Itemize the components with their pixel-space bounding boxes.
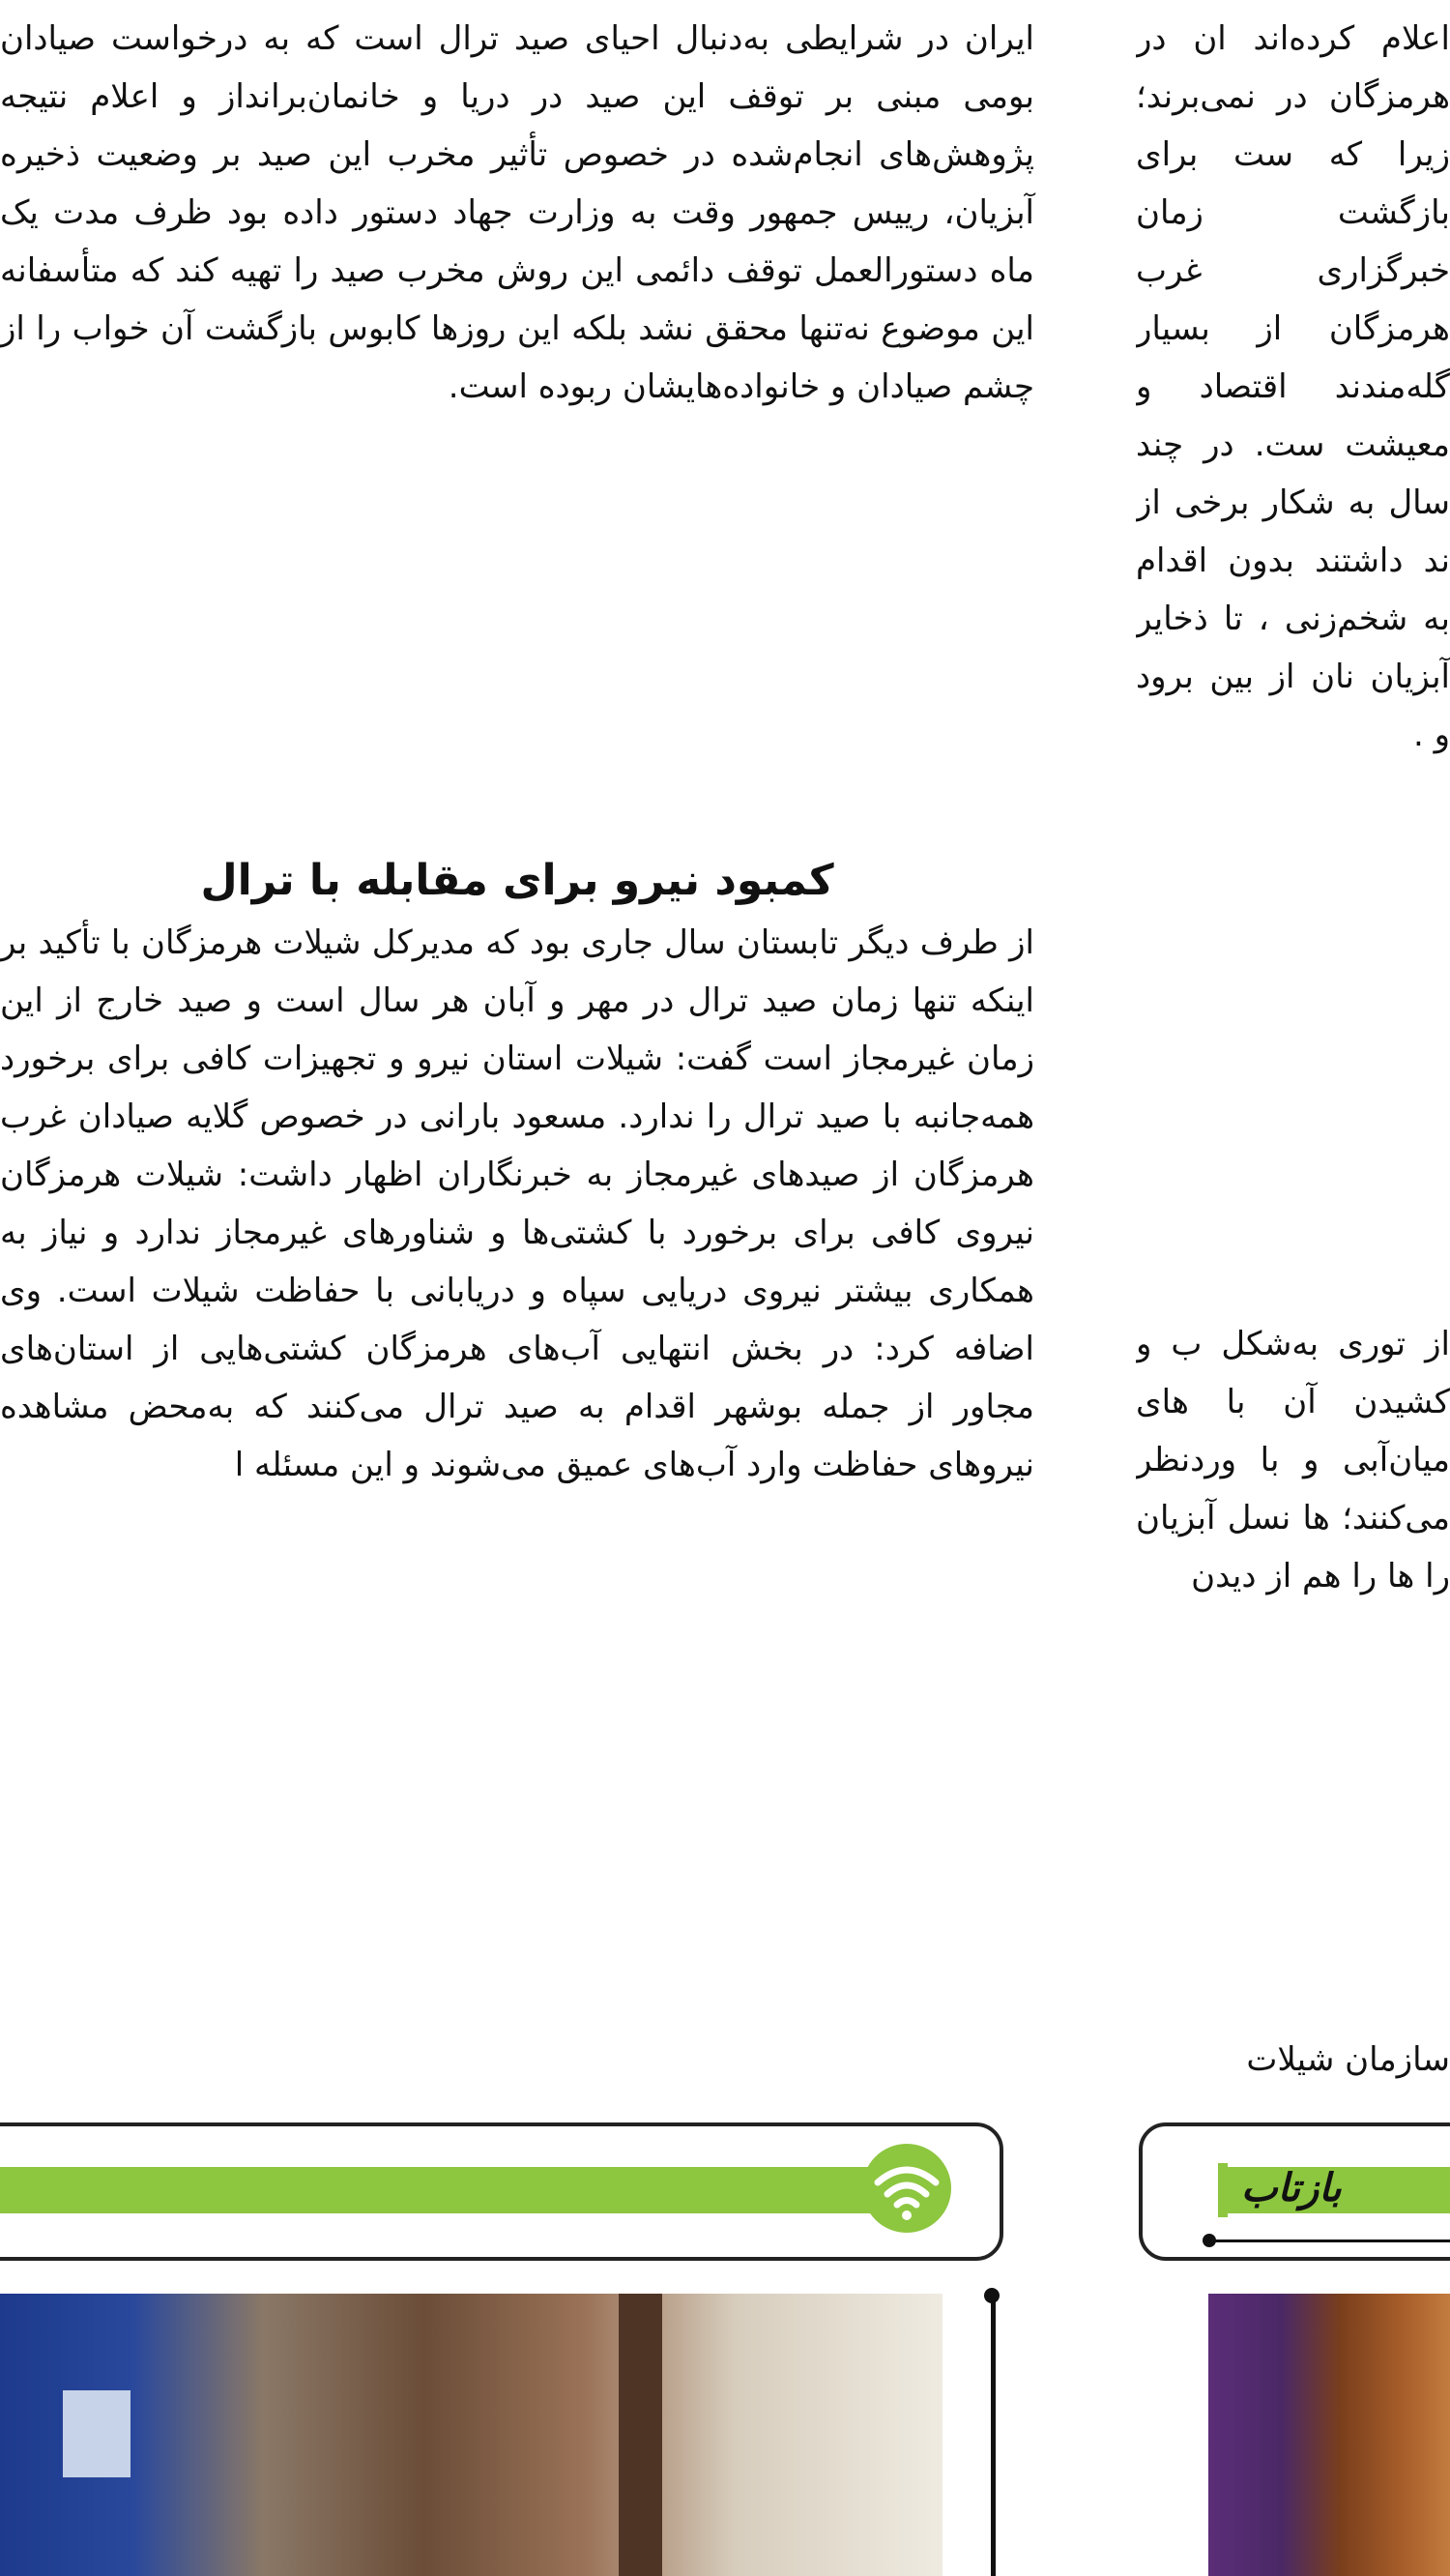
news-photo-meeting bbox=[0, 2294, 942, 2576]
news-photo bbox=[1208, 2294, 1450, 2576]
article-paragraph: اعلام کرده‌اند ان در هرمزگان در نمی‌برند؛ زیرا که ست برای بازگشت زمان خبرگزاری غرب هرمزگان از بسیار گله‌مندند اقتصاد و معیشت ست. در چند سال به شکار برخی از ند داشتند بدون اقدام به شخم‌زنی ، تا ذخایر آبزیان نان از بین برود و . bbox=[1136, 19, 1450, 754]
photo-detail bbox=[63, 2390, 130, 2477]
article-paragraph: از توری به‌شکل ب و کشیدن آن با های میان‌آبی و با وردنظر می‌کنند؛ ها نسل آبزیان را ها را هم از دیدن bbox=[1136, 1325, 1450, 1595]
banner-label: بازتاب bbox=[1241, 2165, 1342, 2210]
divider-horizontal bbox=[1210, 2239, 1450, 2242]
section-banner bbox=[0, 2122, 1003, 2261]
divider-vertical bbox=[991, 2294, 996, 2576]
article-column-right bbox=[1136, 0, 1450, 2118]
article-paragraph: سازمان شیلات bbox=[1246, 2040, 1450, 2079]
article-paragraph: ایران در شرایطی به‌دنبال احیای صید ترال است که به درخواست صیادان بومی مبنی بر توقف این صید در دریا و خانمان‌برانداز و اعلام نتیجه پژوهش‌های انجام‌شده در خصوص تأثیر مخرب این صید بر وضعیت ذخیره آبزیان، رییس جمهور وقت به وزارت جهاد دستور داده بود ظرف مدت یک ماه دستورالعمل توقف دائمی این روش مخرب صید را تهیه کند که متأسفانه این موضوع نه‌تنها محقق نشد بلکه این روزها کابوس بازگشت آن خواب را از چشم صیادان و خانواده‌هایشان ربوده است. bbox=[0, 19, 1034, 406]
article-paragraph: از طرف دیگر تابستان سال جاری بود که مدیرکل شیلات هرمزگان با تأکید بر اینکه تنها زمان صید ترال در مهر و آبان هر سال است و صید خارج از این زمان غیرمجاز است گفت: شیلات استان نیرو و تجهیزات کافی برای برخورد همه‌جانبه با صید ترال را ندارد. مسعود بارانی در خصوص گلایه صیادان غرب هرمزگان از صیدهای غیرمجاز به خبرنگاران اظهار داشت: شیلات هرمزگان نیروی کافی برای برخورد با کشتی‌ها و شناورهای غیرمجاز ندارد و نیاز به همکاری بیشتر نیروی دریایی سپاه و دریابانی با حفاظت شیلات است. وی اضافه کرد: در بخش انتهایی آب‌های هرمزگان کشتی‌هایی از استان‌های مجاور از جمله بوشهر اقدام به صید ترال می‌کنند که به‌محض مشاهده نیروهای حفاظت وارد آب‌های عمیق می‌شوند و این مسئله ا bbox=[0, 923, 1034, 1484]
photo-detail bbox=[619, 2294, 662, 2576]
divider-dot bbox=[984, 2288, 1000, 2303]
section-heading: کمبود نیرو برای مقابله با ترال bbox=[200, 856, 834, 905]
wifi-icon bbox=[862, 2144, 951, 2233]
banner-tab bbox=[1218, 2163, 1228, 2217]
banner-bar bbox=[0, 2167, 913, 2213]
divider-dot bbox=[1203, 2234, 1216, 2247]
